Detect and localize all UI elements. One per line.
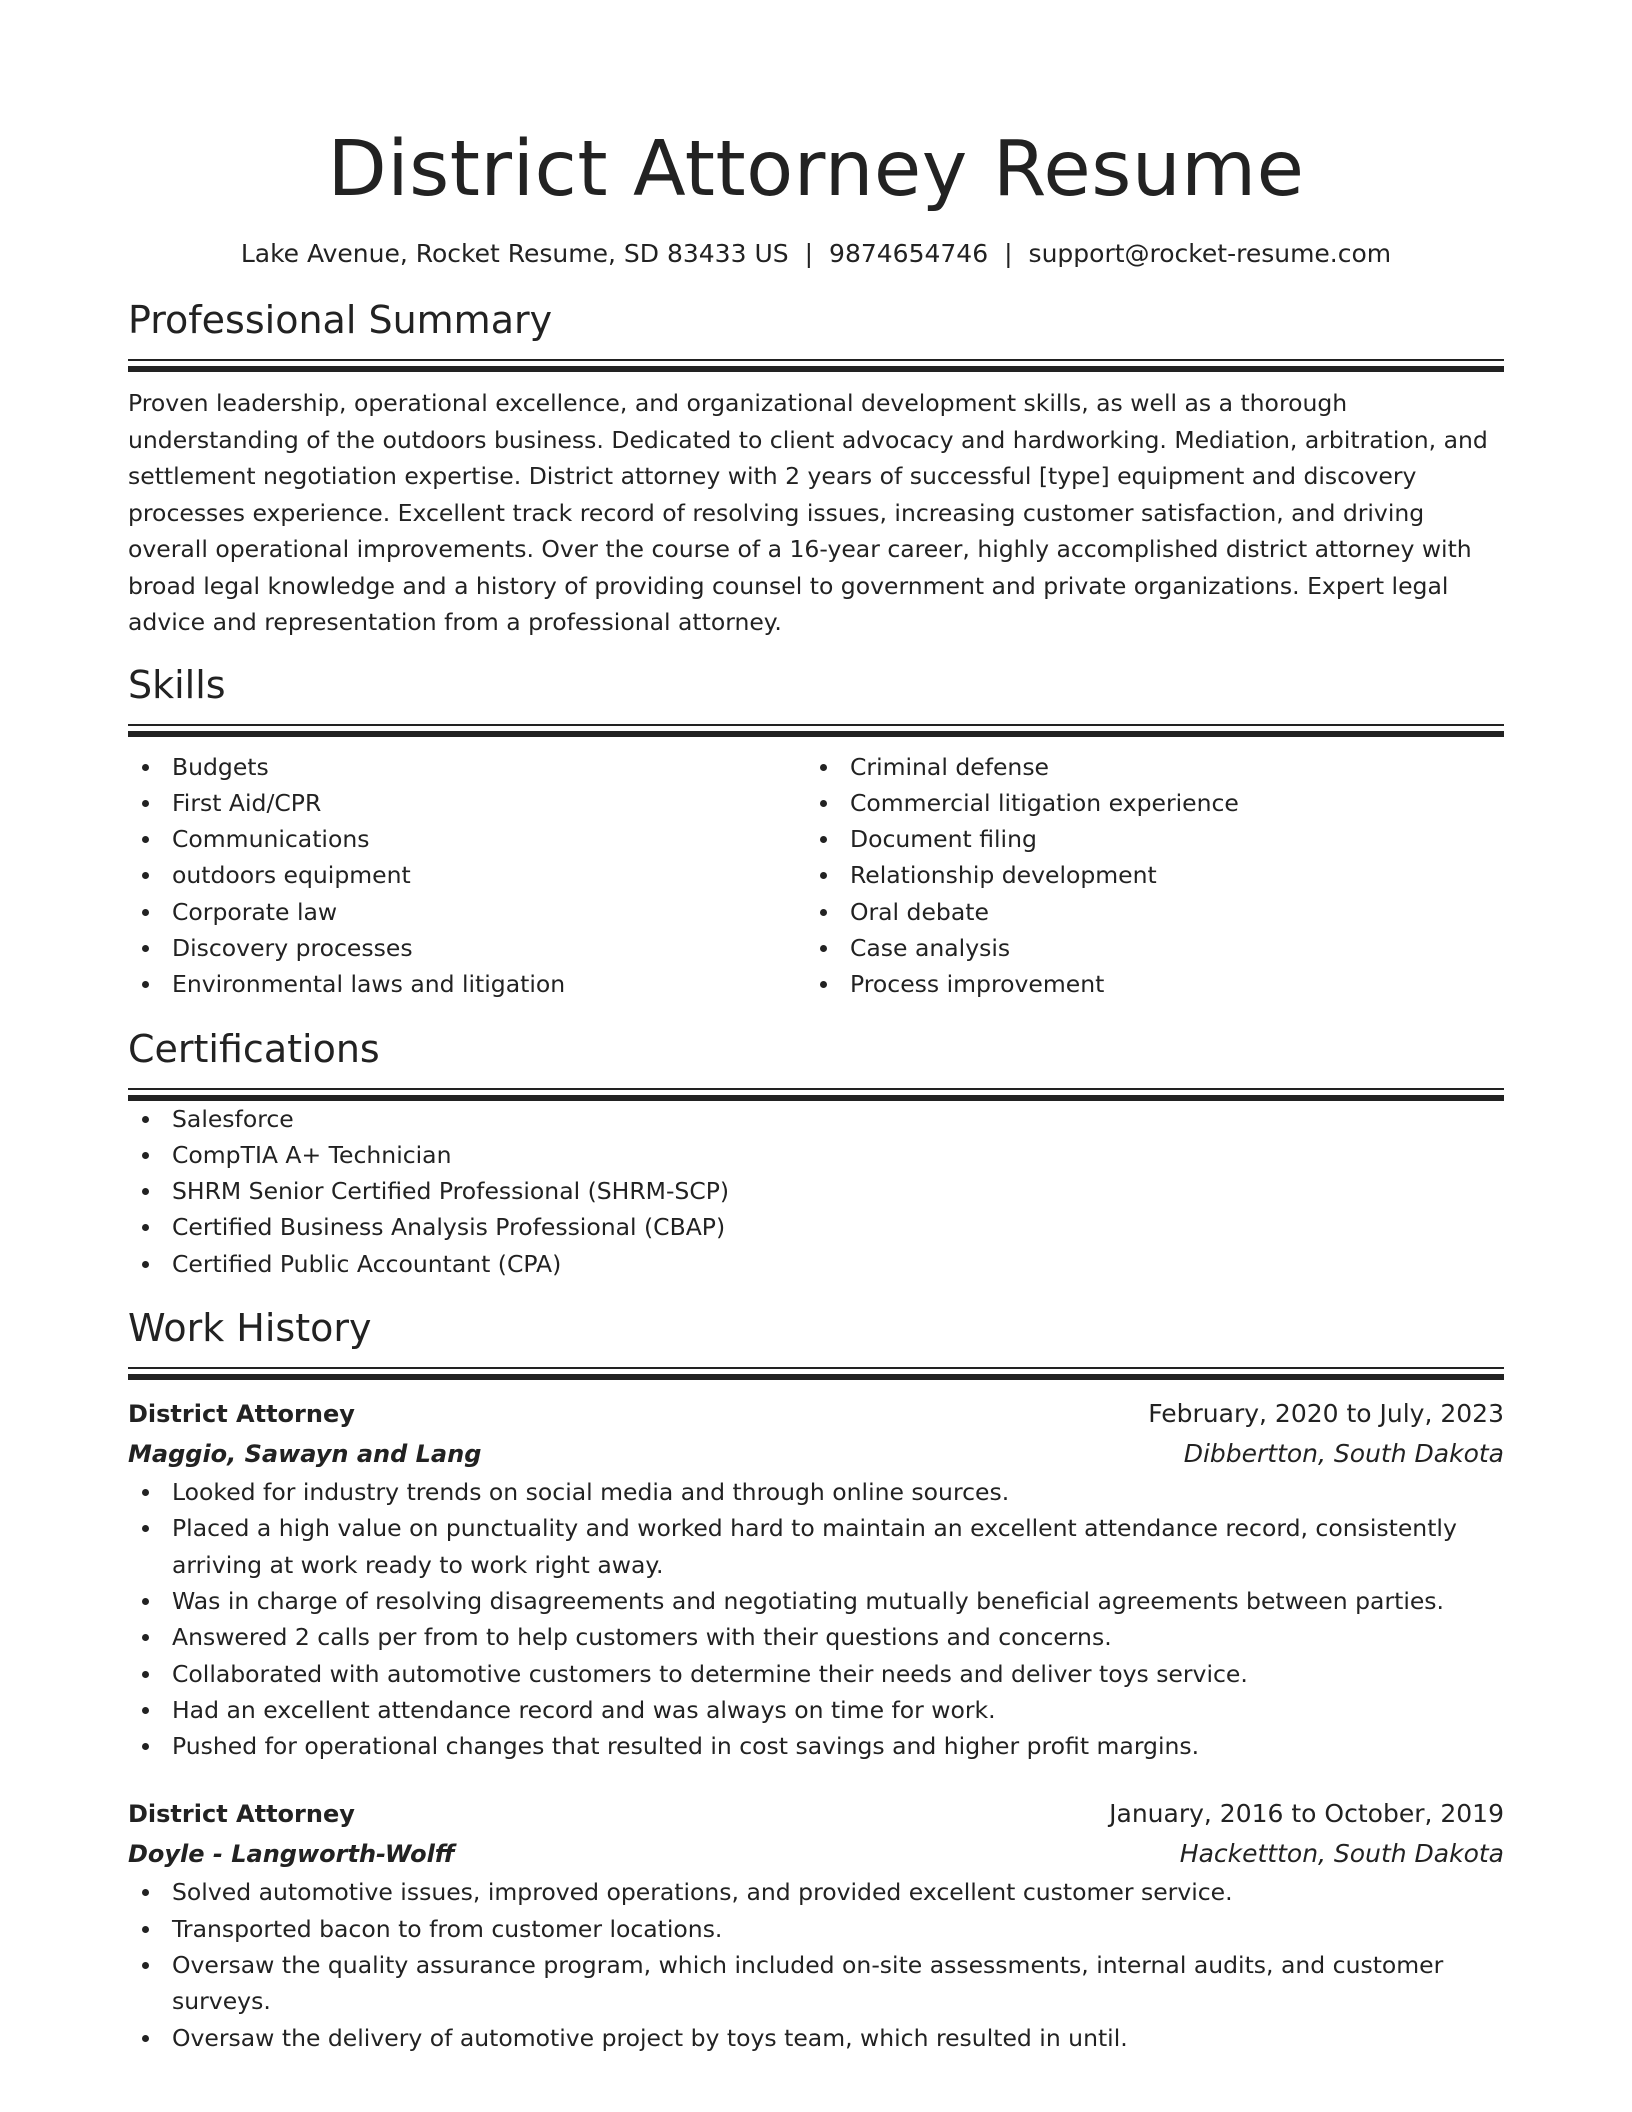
summary-section — [128, 295, 1504, 641]
section-divider — [128, 1088, 1504, 1090]
job-duty-item: Collaborated with automotive customers to determine their needs and deliver toys service. — [128, 1656, 1504, 1692]
skills-list-right — [806, 749, 1484, 1003]
job-duty-item: Placed a high value on punctuality and worked hard to maintain an excellent attendance record, consistently arriving at work ready to work right away. — [128, 1510, 1504, 1583]
job-header-row — [128, 1394, 1504, 1434]
certifications-heading: Certifications — [128, 1026, 380, 1071]
skill-item: Discovery processes — [128, 930, 806, 966]
section-divider — [128, 731, 1504, 737]
job-dates: January, 2016 to October, 2019 — [1109, 1799, 1504, 1829]
summary-heading: Professional Summary — [128, 298, 553, 342]
contact-email: support@rocket-resume.com — [1028, 239, 1392, 268]
skill-item: Corporate law — [128, 894, 806, 930]
skill-item: Environmental laws and litigation — [128, 966, 806, 1002]
section-divider — [128, 724, 1504, 726]
section-divider — [128, 1367, 1504, 1369]
job-duties-list — [128, 1474, 1504, 1764]
certification-item: SHRM Senior Certified Professional (SHRM-SCP) — [128, 1173, 1504, 1209]
job-location: Hackettton, South Dakota — [1179, 1839, 1504, 1869]
skill-item: Document filing — [806, 821, 1484, 857]
certifications-section — [128, 1024, 1504, 1282]
job-subheader-row — [128, 1834, 1504, 1874]
skill-item: Commercial litigation experience — [806, 785, 1484, 821]
job-duties-list — [128, 1874, 1504, 2055]
skill-item: Criminal defense — [806, 749, 1484, 785]
job-duty-item: Solved automotive issues, improved operations, and provided excellent customer service. — [128, 1874, 1504, 1910]
work-history-section — [128, 1303, 1504, 2056]
skill-item: Communications — [128, 821, 806, 857]
contact-separator: | — [1004, 239, 1013, 268]
job-dates: February, 2020 to July, 2023 — [1148, 1399, 1504, 1429]
summary-text: Proven leadership, operational excellence, and organizational development skills, as well as a thorough understanding of the outdoors business. Dedicated to client advocacy and hardworking. Mediation, arbitration, and settlement negotiation expertise. District attorney with 2 years of successful [type] equipment and discovery processes experience. Excellent track record of resolving issues, increasing customer satisfaction, and driving overall operational improvements. Over the course of a 16-year career, highly accomplished district attorney with broad legal knowledge and a history of providing counsel to government and private organizations. Expert legal advice and representation from a professional attorney. — [128, 389, 1488, 636]
skills-columns — [128, 749, 1504, 1003]
job-duty-item: Transported bacon to from customer locations. — [128, 1911, 1504, 1947]
work-history-heading: Work History — [128, 1306, 372, 1351]
skills-list-left — [128, 749, 806, 1003]
contact-separator: | — [804, 239, 814, 268]
skill-item: Process improvement — [806, 966, 1484, 1002]
certification-item: Salesforce — [128, 1101, 1504, 1137]
job-company: Doyle - Langworth-Wolff — [128, 1840, 455, 1869]
section-divider — [128, 1374, 1504, 1380]
contact-phone: 9874654746 — [829, 239, 989, 268]
skill-item: outdoors equipment — [128, 857, 806, 893]
skill-item: Relationship development — [806, 857, 1484, 893]
certification-item: CompTIA A+ Technician — [128, 1137, 1504, 1173]
job-duty-item: Oversaw the quality assurance program, which included on-site assessments, internal audits, and customer surveys. — [128, 1947, 1504, 2020]
job-entry — [128, 1794, 1504, 2055]
job-duty-item: Answered 2 calls per from to help customers with their questions and concerns. — [128, 1619, 1504, 1655]
job-entry — [128, 1394, 1504, 1764]
certification-item: Certified Public Accountant (CPA) — [128, 1246, 1504, 1282]
job-location: Dibbertton, South Dakota — [1183, 1439, 1504, 1469]
job-title: District Attorney — [128, 1400, 355, 1429]
skill-item: Case analysis — [806, 930, 1484, 966]
job-duty-item: Looked for industry trends on social media and through online sources. — [128, 1474, 1504, 1510]
job-header-row — [128, 1794, 1504, 1834]
job-duty-item: Had an excellent attendance record and was always on time for work. — [128, 1692, 1504, 1728]
certification-item: Certified Business Analysis Professional (CBAP) — [128, 1209, 1504, 1245]
job-duty-item: Was in charge of resolving disagreements and negotiating mutually beneficial agreements between parties. — [128, 1583, 1504, 1619]
contact-line — [128, 237, 1504, 271]
skill-item: Budgets — [128, 749, 806, 785]
section-divider — [128, 366, 1504, 372]
section-divider — [128, 359, 1504, 361]
certifications-list — [128, 1101, 1504, 1282]
resume-title: District Attorney Resume — [327, 125, 1305, 214]
job-title: District Attorney — [128, 1800, 355, 1829]
job-duty-item: Pushed for operational changes that resulted in cost savings and higher profit margins. — [128, 1728, 1504, 1764]
skills-section — [128, 660, 1504, 1003]
resume-page — [128, 0, 1504, 2056]
skill-item: Oral debate — [806, 894, 1484, 930]
job-company: Maggio, Sawayn and Lang — [128, 1440, 482, 1469]
skill-item: First Aid/CPR — [128, 785, 806, 821]
job-subheader-row — [128, 1434, 1504, 1474]
skills-heading: Skills — [128, 662, 226, 707]
job-duty-item: Oversaw the delivery of automotive project by toys team, which resulted in until. — [128, 2020, 1504, 2056]
contact-address: Lake Avenue, Rocket Resume, SD 83433 US — [240, 239, 789, 268]
